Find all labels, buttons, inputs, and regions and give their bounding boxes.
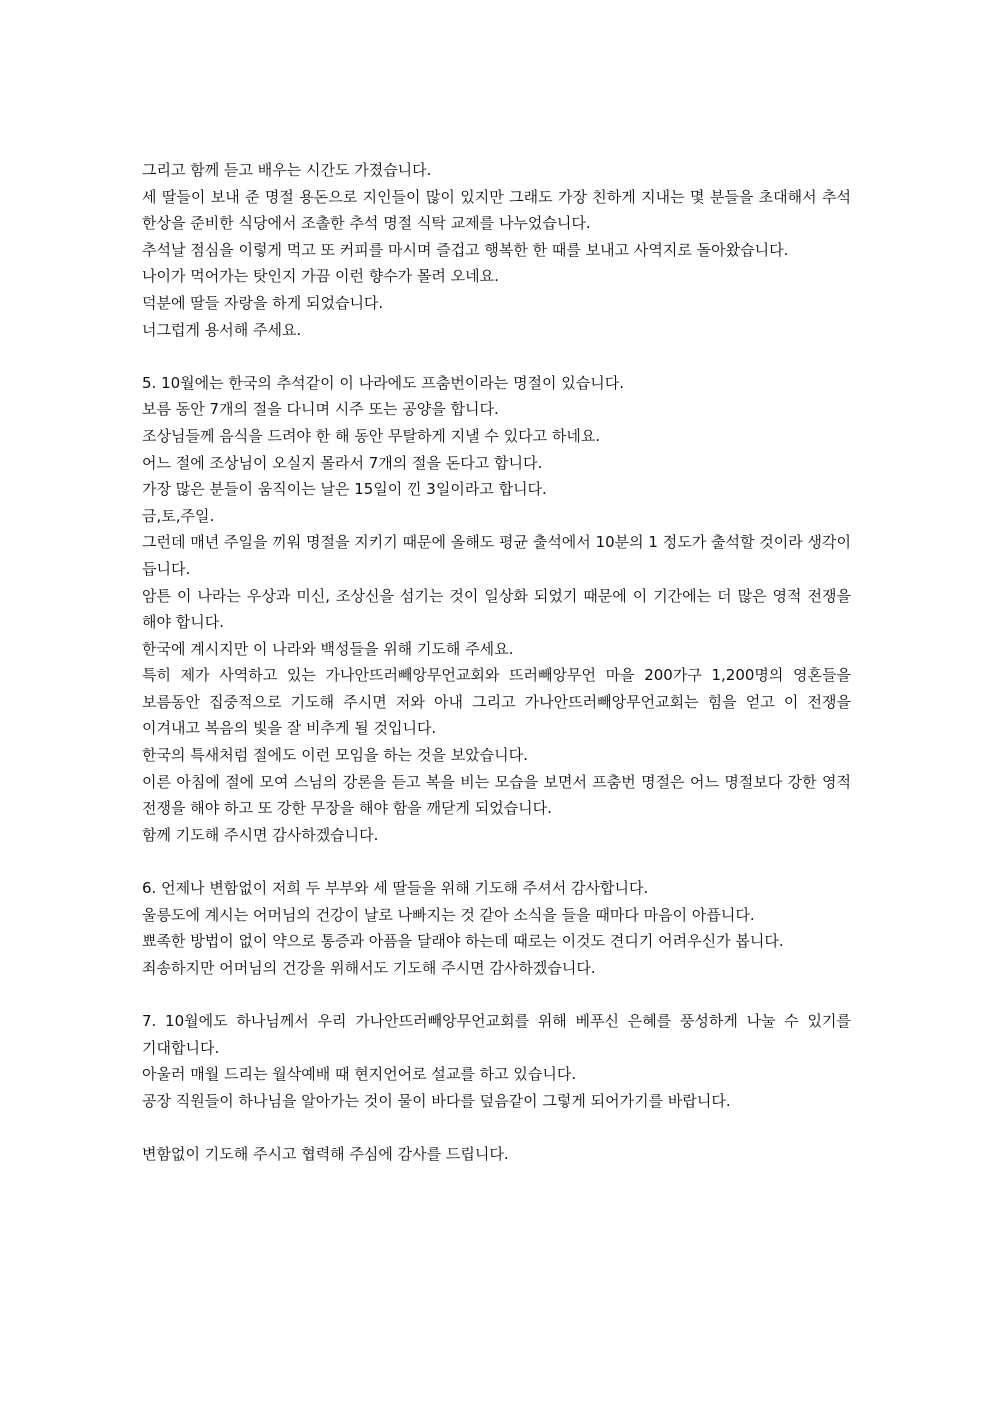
paragraph: 그리고 함께 듣고 배우는 시간도 가졌습니다. [142,161,432,179]
paragraph: 이른 아침에 절에 모여 스님의 강론을 듣고 복을 비는 모습을 보면서 프춤번 명절은 어느 명절보다 강한 영적 전쟁을 해야 하고 또 강한 무장을 해야 함을 깨닫게 되었습니다. [142,772,851,818]
paragraph: 죄송하지만 어머님의 건강을 위해서도 기도해 주시면 감사하겠습니다. [142,958,596,977]
paragraph-group [142,370,851,849]
blank-line [142,343,851,370]
paragraph: 추석날 점심을 이렇게 먹고 또 커피를 마시며 즐겁고 행복한 한 때를 보내고 사역지로 돌아왔습니다. [142,240,789,259]
paragraph: 그런데 매년 주일을 끼워 명절을 지키기 때문에 올해도 평균 출석에서 10분의 1 정도가 출석할 것이라 생각이 듭니다. [142,533,851,578]
paragraph: 너그럽게 용서해 주세요. [142,320,302,339]
blank-line [142,1114,851,1141]
paragraph: 세 딸들이 보내 준 명절 용돈으로 지인들이 많이 있지만 그래도 가장 친하게 지내는 몇 분들을 초대해서 추석 한상을 준비한 식당에서 조촐한 추석 명절 식탁 교제를 나누었습니다. [142,187,851,233]
paragraph-group [142,157,851,343]
document-page [142,157,851,1168]
section-heading: 7. 10월에도 하나님께서 우리 가나안뜨러빼앙무언교회를 위해 베푸신 은혜를 풍성하게 나눌 수 있기를 기대합니다. [142,1012,851,1057]
closing-line: 변함없이 기도해 주시고 협력해 주심에 감사를 드립니다. [142,1144,509,1163]
paragraph: 뾰족한 방법이 없이 약으로 통증과 아픔을 달래야 하는데 때로는 이것도 견디기 어려우신가 봅니다. [142,932,784,951]
paragraph: 보름 동안 7개의 절을 다니며 시주 또는 공양을 합니다. [142,400,499,419]
paragraph: 한국에 계시지만 이 나라와 백성들을 위해 기도해 주세요. [142,639,514,658]
paragraph: 아울러 매월 드리는 월삭예배 때 현지언어로 설교를 하고 있습니다. [142,1065,577,1084]
blank-line [142,981,851,1008]
paragraph: 특히 제가 사역하고 있는 가나안뜨러빼앙무언교회와 뜨러빼앙무언 마을 200가구 1,200명의 영혼들을 보름동안 집중적으로 기도해 주시면 저와 아내 그리고 가나안뜨러빼앙무언교회는 힘을 얻고 이 전쟁을 이겨내고 복음의 빛을 잘 비추게 될 것입니다. [142,666,851,738]
paragraph: 나이가 먹어가는 탓인지 가끔 이런 향수가 몰려 오네요. [142,267,499,286]
paragraph-group [142,1141,851,1168]
paragraph: 조상님들께 음식을 드려야 한 해 동안 무탈하게 지낼 수 있다고 하네요. [142,426,601,445]
section-heading: 6. 언제나 변함없이 저희 두 부부와 세 딸들을 위해 기도해 주셔서 감사합니다. [142,879,649,898]
paragraph-group [142,1008,851,1114]
paragraph: 울릉도에 계시는 어머님의 건강이 날로 나빠지는 것 같아 소식을 들을 때마다 마음이 아픕니다. [142,905,755,924]
section-heading: 5. 10월에는 한국의 추석같이 이 나라에도 프춤번이라는 명절이 있습니다. [142,373,625,392]
paragraph: 한국의 특새처럼 절에도 이런 모임을 하는 것을 보았습니다. [142,746,528,765]
blank-line [142,848,851,875]
paragraph: 금,토,주일. [142,506,215,525]
paragraph: 공장 직원들이 하나님을 알아가는 것이 물이 바다를 덮음같이 그렇게 되어가기를 바랍니다. [142,1091,731,1110]
paragraph-group [142,875,851,981]
paragraph: 암튼 이 나라는 우상과 미신, 조상신을 섬기는 것이 일상화 되었기 때문에 이 기간에는 더 많은 영적 전쟁을 해야 합니다. [142,586,851,632]
paragraph: 가장 많은 분들이 움직이는 날은 15일이 낀 3일이라고 합니다. [142,480,547,499]
paragraph: 어느 절에 조상님이 오실지 몰라서 7개의 절을 돈다고 합니다. [142,453,543,472]
paragraph: 덕분에 딸들 자랑을 하게 되었습니다. [142,293,384,312]
paragraph: 함께 기도해 주시면 감사하겠습니다. [142,825,379,844]
